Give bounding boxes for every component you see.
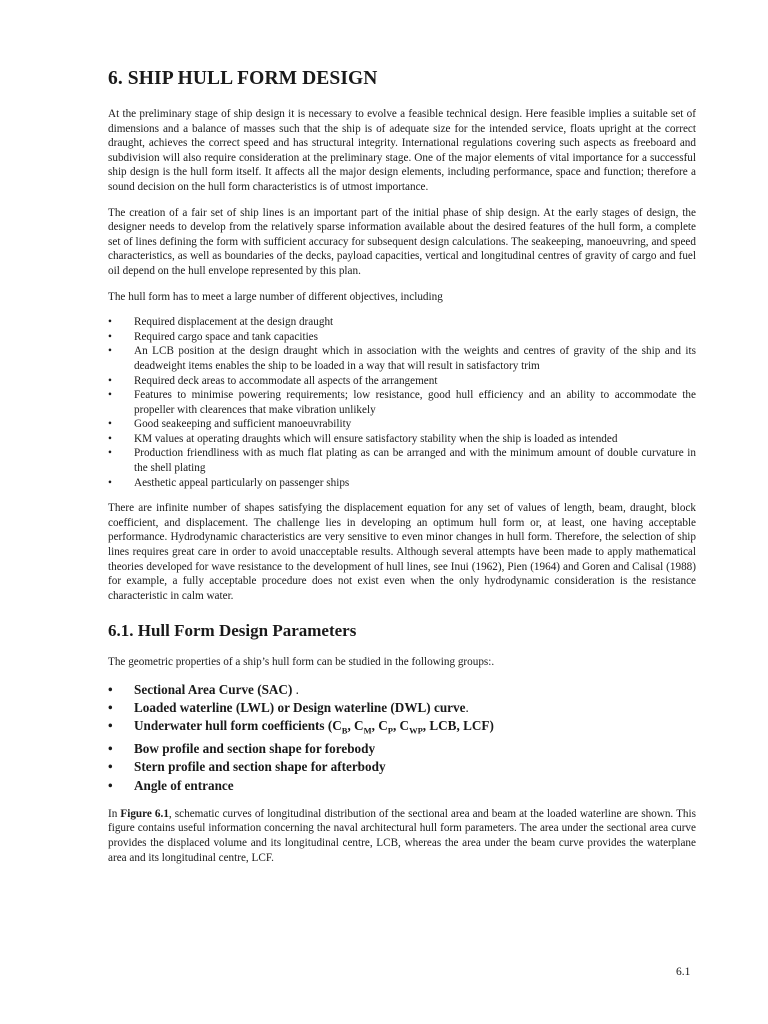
group-lwl: Loaded waterline (LWL) or Design waterline (DWL) curve	[134, 700, 466, 716]
coef-separator: , C	[392, 718, 410, 734]
list-item	[108, 699, 696, 717]
cm-subscript: M	[363, 726, 372, 737]
group-lwl-trail: .	[465, 700, 469, 716]
design-parameter-groups	[108, 681, 696, 795]
list-item: • An LCB position at the design draught which in association with the weights and centres of gravity of the ship and its deadweight items enables the ship to be loaded in a way that will result in satisfactory trim	[108, 344, 696, 373]
figure-lead: In	[108, 807, 121, 820]
section-heading: 6.1. Hull Form Design Parameters	[108, 621, 357, 641]
intro-paragraph-2: The creation of a fair set of ship lines is an important part of the initial phase of ship design. At the early stages of design, the designer needs to develop from the relatively sparse information available about the desired features of the hull form, a complete set of lines defining the form with sufficient accuracy for subsequent design calculations. The seakeeping, manoeuvring, and speed characteristics, as well as boundaries of the decks, payload capacities, vertical and longitudinal centres of gravity of cargo and fuel oil depend on the hull envelope represented by this plan.	[108, 206, 696, 277]
list-item: • Production friendliness with as much flat plating as can be arranged and with the minimum amount of double curvature in the shell plating	[108, 446, 696, 475]
list-item	[108, 740, 696, 758]
figure-paragraph	[108, 807, 696, 865]
list-item: • Aesthetic appeal particularly on passenger ships	[108, 476, 696, 491]
list-item	[108, 777, 696, 795]
figure-paragraph-rest: , schematic curves of longitudinal distribution of the sectional area and beam at the loaded waterline are shown. This figure contains useful information concerning the naval architectural hull form parameters. The area under the sectional area curve provides the displaced volume and its longitudinal centre, LCB, whereas the area under the beam curve provides the waterplane area and its longitudinal centre, LCF.	[108, 807, 696, 864]
groups-intro: The geometric properties of a ship’s hull form can be studied in the following groups:.	[108, 656, 495, 669]
group-stern: Stern profile and section shape for afterbody	[134, 759, 386, 775]
list-item: • KM values at operating draughts which will ensure satisfactory stability when the ship is loaded as intended	[108, 432, 696, 447]
intro-paragraph-3: The hull form has to meet a large number of different objectives, including	[108, 290, 443, 303]
list-item: • Good seakeeping and sufficient manoeuvrability	[108, 417, 696, 432]
objectives-list	[108, 315, 696, 490]
cwp-subscript: WP	[409, 726, 423, 737]
hull-shapes-paragraph: There are infinite number of shapes satisfying the displacement equation for any set of values of length, beam, draught, block coefficient, and displacement. The challenge lies in developing an optimum hull form or, at least, one having acceptable performance. Hydrodynamic characteristics are very sensitive to even minor changes in hull form. Therefore, the selection of ship lines requires great care in order to avoid unacceptable results. Although several attempts have been made to apply mathematical theories developed for wave resistance to the development of hull lines, see Inui (1962), Pien (1964) and Goren and Calisal (1988) for example, a fully acceptable procedure does not exist even when the only hydrodynamic consideration is the resistance characteristic in calm water.	[108, 502, 696, 602]
chapter-title: 6. SHIP HULL FORM DESIGN	[108, 68, 378, 89]
figure-reference-link[interactable]: Figure 6.1	[120, 807, 169, 820]
group-coef-suffix: , LCB, LCF)	[422, 718, 494, 734]
group-bow: Bow profile and section shape for forebody	[134, 741, 376, 757]
list-item: • Features to minimise powering requirements; low resistance, good hull efficiency and an ability to accommodate the propeller with clearences that make vibration unlikely	[108, 388, 696, 417]
group-sac-trail: .	[292, 682, 299, 697]
coef-separator: , C	[347, 718, 364, 734]
intro-paragraph-1: At the preliminary stage of ship design it is necessary to evolve a feasible technical design. Here feasible implies a suitable set of dimensions and a balance of masses such that the ship is of adequate size for the intended service, floats upright at the correct draught, achieves the correct speed and has structural integrity. International regulations covering such aspects as freeboard and subdivision will also require consideration at the preliminary stage. One of the major elements of vital importance for a successful ship design is the hull form itself. It affects all the major design elements, including performance, space and function; therefore a sound decision on the hull form characteristics is of utmost importance.	[108, 108, 696, 193]
cb-subscript: B	[341, 726, 348, 737]
group-coef-prefix: Underwater hull form coefficients (C	[134, 718, 342, 734]
list-item	[108, 681, 696, 699]
list-item: • Required cargo space and tank capacities	[108, 330, 696, 345]
list-item: • Required deck areas to accommodate all aspects of the arrangement	[108, 374, 696, 389]
document-page	[108, 68, 696, 876]
list-item	[108, 717, 696, 740]
coef-separator: , C	[371, 718, 388, 734]
cp-subscript: P	[387, 726, 393, 737]
group-sac: Sectional Area Curve (SAC)	[134, 682, 293, 697]
page-number: 6.1	[676, 966, 691, 978]
list-item	[108, 758, 696, 776]
list-item: • Required displacement at the design draught	[108, 315, 696, 330]
group-entrance: Angle of entrance	[134, 777, 234, 793]
